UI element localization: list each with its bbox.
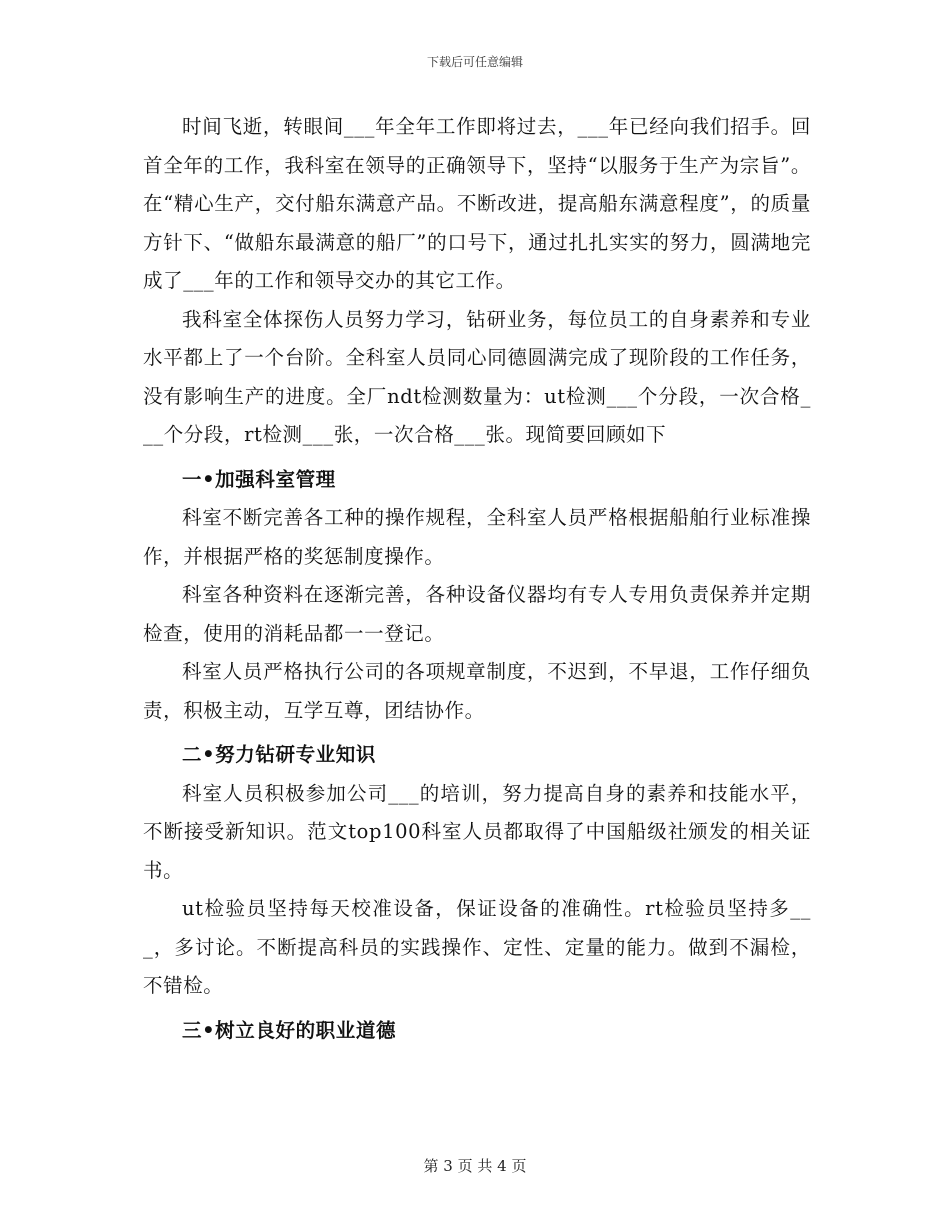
page-number: 第 3 页 共 4 页 — [423, 1157, 527, 1175]
header-note: 下载后可任意编辑 — [426, 55, 523, 69]
paragraph-summary: 我科室全体探伤人员努力学习，钻研业务，每位员工的自身素养和专业水平都上了一个台阶。全科室人员同心同德圆满完成了现阶段的工作任务，没有影响生产的进度。全厂ndt检测数量为：ut检测___个分段，一次合格___个分段，rt检测___张，一次合格___张。现简要回顾如下 — [143, 307, 811, 446]
paragraph-discipline: 科室人员严格执行公司的各项规章制度，不迟到，不早退，工作仔细负责，积极主动，互学互尊，团结协作。 — [143, 660, 811, 722]
paragraph-equipment: 科室各种资料在逐渐完善，各种设备仪器均有专人专用负责保养并定期检查，使用的消耗品都一一登记。 — [143, 583, 811, 645]
paragraph-procedures: 科室不断完善各工种的操作规程，全科室人员严格根据船舶行业标准操作，并根据严格的奖惩制度操作。 — [143, 506, 811, 568]
paragraph-intro: 时间飞逝，转眼间___年全年工作即将过去，___年已经向我们招手。回首全年的工作，我科室在领导的正确领导下，坚持“以服务于生产为宗旨”。在“精心生产，交付船东满意产品。不断改进，提高船东满意程度”，的质量方针下、“做船东最满意的船厂”的口号下，通过扎扎实实的努力，圆满地完成了___年的工作和领导交办的其它工作。 — [143, 115, 811, 292]
paragraph-inspection: ut检验员坚持每天校准设备，保证设备的准确性。rt检验员坚持多___，多讨论。不断提高科员的实践操作、定性、定量的能力。做到不漏检，不错检。 — [143, 897, 811, 997]
section-heading-1: 一•加强科室管理 — [182, 467, 336, 491]
section-heading-2: 二•努力钻研专业知识 — [182, 743, 376, 766]
paragraph-training: 科室人员积极参加公司___的培训，努力提高自身的素养和技能水平，不断接受新知识。范文top100科室人员都取得了中国船级社颁发的相关证书。 — [143, 781, 811, 882]
document-body — [143, 108, 811, 1050]
section-heading-3: 三•树立良好的职业道德 — [182, 1018, 397, 1042]
